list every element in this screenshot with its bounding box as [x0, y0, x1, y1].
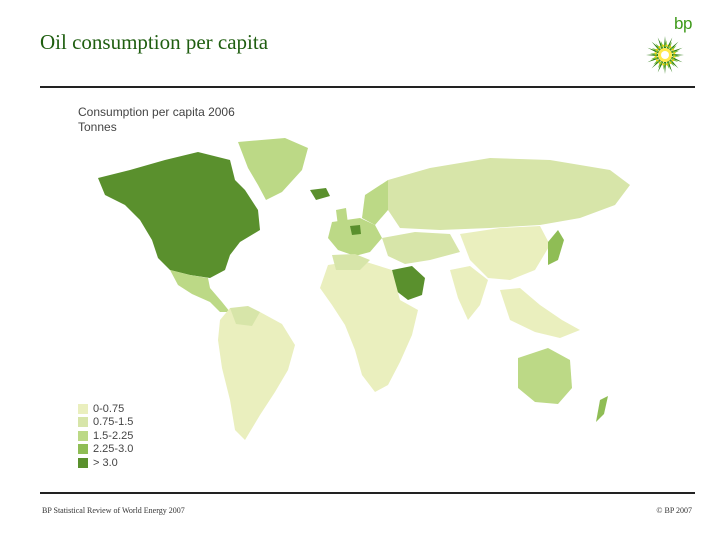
- region-north-america: [98, 152, 260, 278]
- footer-source: BP Statistical Review of World Energy 2007: [42, 506, 185, 515]
- footer-copyright: © BP 2007: [656, 506, 692, 515]
- region-russia: [388, 158, 630, 230]
- region-japan-korea: [548, 230, 564, 265]
- legend-label: 2.25-3.0: [93, 443, 134, 456]
- legend-swatch: [78, 444, 88, 454]
- legend-item: [78, 416, 133, 430]
- legend-label: 1.5-2.25: [93, 429, 134, 442]
- region-iceland: [310, 188, 330, 200]
- bottom-divider: [40, 492, 695, 494]
- legend-item: [78, 456, 133, 470]
- map-title-units: Tonnes: [78, 120, 117, 134]
- legend-swatch: [78, 417, 88, 427]
- legend-label: 0-0.75: [93, 402, 125, 415]
- slide-title: Oil consumption per capita: [40, 30, 269, 54]
- top-divider: [40, 86, 695, 88]
- bp-logo: [640, 14, 696, 78]
- legend-item: [78, 429, 133, 443]
- legend-item: [78, 443, 133, 457]
- region-central-asia: [382, 232, 460, 264]
- legend-swatch: [78, 458, 88, 468]
- legend-label: 0.75-1.5: [93, 416, 134, 429]
- legend-swatch: [78, 431, 88, 441]
- legend-swatch: [78, 404, 88, 414]
- region-india: [450, 266, 488, 320]
- legend-label: > 3.0: [93, 456, 118, 469]
- region-australia: [518, 348, 572, 404]
- region-greenland: [238, 138, 308, 200]
- region-southeast-asia: [500, 288, 580, 338]
- region-uk: [336, 208, 348, 226]
- region-new-zealand: [596, 396, 608, 422]
- map-title-main: Consumption per capita 2006: [78, 105, 235, 119]
- bp-logo-text: bp: [674, 14, 692, 33]
- map-legend: [78, 402, 133, 470]
- bp-helios-logo-icon: [644, 34, 686, 76]
- region-south-america: [218, 308, 295, 440]
- legend-item: [78, 402, 133, 416]
- world-map: [70, 130, 660, 450]
